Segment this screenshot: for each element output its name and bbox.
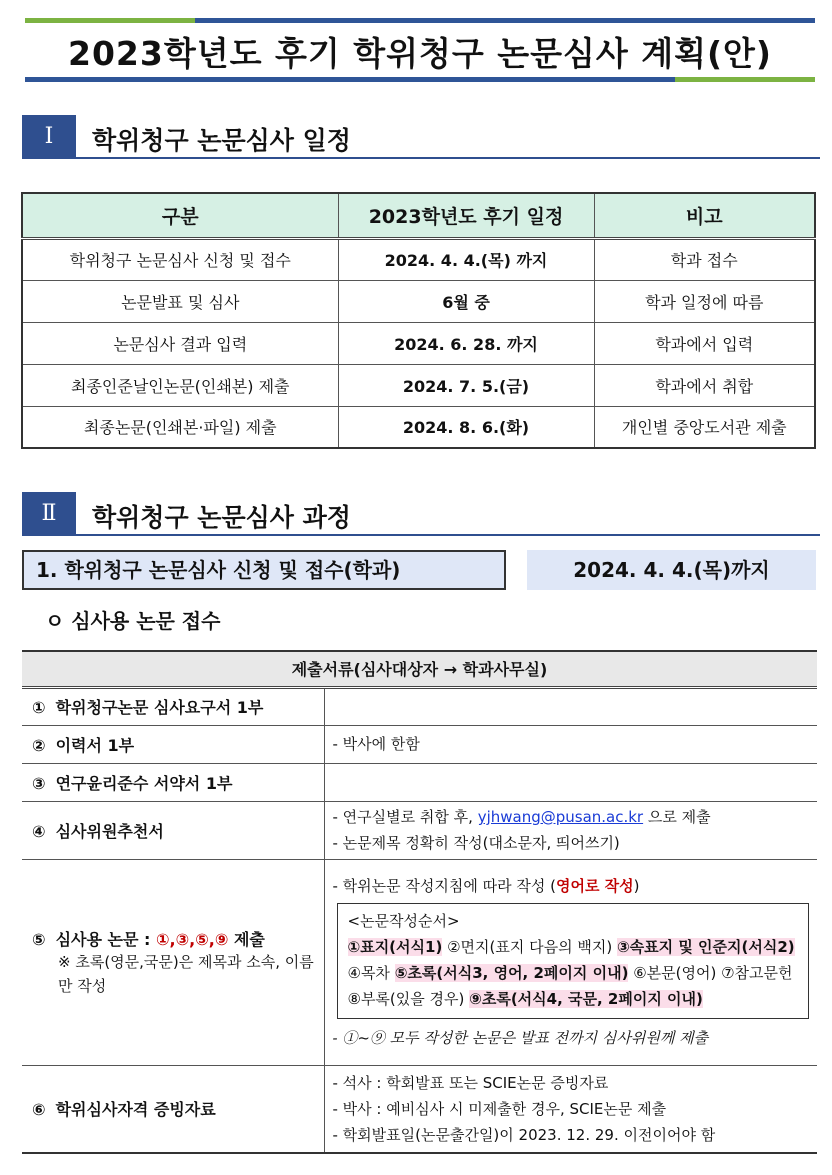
order-item: ⑤초록(서식3, 영어, 2페이지 이내) [394,964,629,982]
note-text: 으로 제출 [643,808,711,826]
note-text: - 학회발표일(논문출간일)이 2023. 12. 29. 이전이어야 함 [332,1125,716,1144]
table-row [22,687,817,725]
column-header: 구분 [22,193,338,238]
table-cell: 학과에서 취합 [594,364,815,406]
table-cell: 학과 접수 [594,238,815,280]
item-label: 심사용 논문 : [55,929,156,949]
note-text: - 박사 : 예비심사 시 미제출한 경우, SCIE논문 제출 [332,1099,667,1118]
section-number: Ⅰ [22,115,76,159]
item-label: 심사위원추천서 [55,821,164,841]
table-cell: 개인별 중앙도서관 제출 [594,406,815,448]
doc-label [22,687,324,725]
item-label: 학위심사자격 증빙자료 [55,1100,216,1120]
table-cell: 논문발표 및 심사 [22,280,338,322]
table-cell: 학과 일정에 따름 [594,280,815,322]
column-header: 비고 [594,193,815,238]
section-number: Ⅱ [22,492,76,536]
doc-label [22,1065,324,1153]
item-label: 연구윤리준수 서약서 1부 [55,773,233,793]
note-text: - 학위논문 작성지침에 따라 작성 ( [332,877,556,895]
note-highlight: 영어로 작성 [555,877,634,895]
table-row [22,364,815,406]
documents-table [22,650,817,1154]
item-number: ④ [32,821,46,841]
email-link[interactable]: yjhwang@pusan.ac.kr [477,808,644,826]
table-cell: 2024. 7. 5.(금) [338,364,594,406]
table-cell: 논문심사 결과 입력 [22,322,338,364]
section-title: 학위청구 논문심사 일정 [92,126,351,155]
table-cell: 학위청구 논문심사 신청 및 접수 [22,238,338,280]
table-cell: 최종인준날인논문(인쇄본) 제출 [22,364,338,406]
page-title: 2023학년도 후기 학위청구 논문심사 계획(안) [67,34,772,73]
table-row [22,725,817,763]
section-rule [76,534,820,536]
table-row [22,763,817,801]
table-row [22,801,817,859]
doc-note: - 박사에 한함 [324,725,817,763]
table-row [22,859,817,1065]
bullet-heading: ㅇ 심사용 논문 접수 [45,609,221,633]
title-top-rule [25,18,815,23]
table-cell: 2024. 6. 28. 까지 [338,322,594,364]
table-row [22,280,815,322]
section-1-header [22,115,820,159]
column-header: 2023학년도 후기 일정 [338,193,594,238]
table-row [22,322,815,364]
note-text: ) [633,877,640,895]
order-item: ⑥본문(영어) ⑦참고문헌 ⑧부록(있을 경우) [347,964,793,1008]
table-cell: 최종논문(인쇄본·파일) 제출 [22,406,338,448]
item-number: ① [32,698,46,717]
item-label-highlight: ①,③,⑤,⑨ [155,929,229,949]
title-banner [25,18,815,82]
title-bottom-rule [25,77,815,82]
order-item: ④목차 [347,964,395,982]
table-cell: 6월 중 [338,280,594,322]
item-number: ② [32,735,46,755]
item-label: 이력서 1부 [55,735,135,755]
item-label: 학위청구논문 심사요구서 1부 [55,698,264,717]
doc-note [324,1065,817,1153]
subsection-title: 1. 학위청구 논문심사 신청 및 접수(학과) [22,550,506,590]
doc-note [324,859,817,1065]
item-number: ⑤ [32,929,46,949]
doc-note [324,763,817,801]
box-title: <논문작성순서> [347,912,460,930]
section-title: 학위청구 논문심사 과정 [92,503,351,532]
note-text: - 석사 : 학회발표 또는 SCIE논문 증빙자료 [332,1073,609,1092]
table-cell: 2024. 8. 6.(화) [338,406,594,448]
column-header: 제출서류(심사대상자 → 학과사무실) [22,651,817,687]
note-footnote: - ①~⑨ 모두 작성한 논문은 발표 전까지 심사위원께 제출 [332,1029,709,1047]
order-item: ①표지(서식1) [347,938,443,956]
note-text: - 연구실별로 취합 후, [332,808,478,826]
section-2-header [22,492,820,536]
order-item: ⑨초록(서식4, 국문, 2페이지 이내) [469,990,703,1008]
schedule-table [21,192,816,449]
table-cell: 학과에서 입력 [594,322,815,364]
table-row [22,406,815,448]
doc-note [324,687,817,725]
doc-label [22,725,324,763]
writing-order-box [337,903,810,1019]
item-number: ③ [32,773,46,793]
order-item: ③속표지 및 인준지(서식2) [616,938,795,956]
doc-label [22,801,324,859]
subsection-deadline: 2024. 4. 4.(목)까지 [527,550,816,590]
item-subnote: ※ 초록(영문,국문)은 제목과 소속, 이름만 작성 [58,952,314,995]
table-row [22,238,815,280]
table-cell: 2024. 4. 4.(목) 까지 [338,238,594,280]
note-text: - 논문제목 정확히 작성(대소문자, 띄어쓰기) [332,834,620,852]
table-header-row [22,651,817,687]
order-item: ②면지(표지 다음의 백지) [442,938,617,956]
table-row [22,1065,817,1153]
doc-note [324,801,817,859]
section-rule [76,157,820,159]
doc-label [22,763,324,801]
item-number: ⑥ [32,1100,46,1120]
table-header-row [22,193,815,238]
doc-label [22,859,324,1065]
item-label: 제출 [228,929,265,949]
